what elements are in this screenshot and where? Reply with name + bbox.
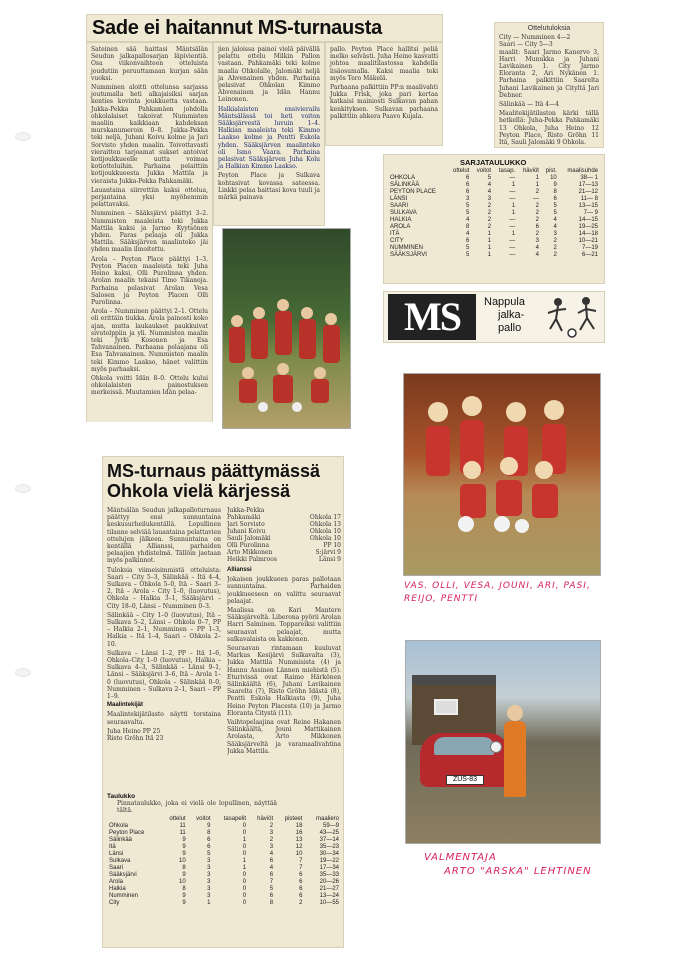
column-header: pist. [545,168,557,174]
stat-cell: 13—24 [319,893,339,900]
stat-cell: 1 [535,182,539,188]
stat-cell: 0 [242,900,247,907]
scorer-name: Arto Mikkonen [227,549,273,556]
stat-cell: 17—13 [578,182,598,188]
stat-cell: 10 [550,175,557,181]
column-header: häviöt [257,816,274,823]
stat-cell: 8 [207,830,211,837]
team-name: NUMMINEN [390,245,423,251]
stat-cell: 6—21 [581,252,598,258]
stat-cell: 2 [553,252,557,258]
players-names-caption: VAS. OLLI, VESA, JOUNI, ARI, PASI, REIJO, PENTTI [404,581,591,604]
stat-cell: 10 [179,858,186,865]
stat-cell: 0 [242,823,247,830]
standings-row [388,203,600,210]
scorer-goals: Ohkola 10 [309,528,341,535]
stat-cell: — [509,189,516,195]
standings-title: SARJATAULUKKO [460,158,527,167]
stat-cell: 13—15 [578,203,598,209]
column-header: ottelut [169,816,186,823]
team-name: CITY [390,238,404,244]
stat-cell: 0 [242,886,247,893]
stat-cell: 8 [466,224,470,230]
scorers-table [227,507,341,563]
column-header: voitot [476,168,492,174]
stat-cell: 6 [299,886,303,893]
stat-cell: 4 [535,252,539,258]
stat-cell: — [509,175,516,181]
table-row [107,865,341,872]
team-name: City [109,900,120,907]
coach-photo [405,640,601,844]
scorer-goals: S:järvi 9 [315,549,341,556]
stat-cell: 59—9 [322,823,339,830]
stat-cell: 4 [535,245,539,251]
scorer-goals: Ohkola 10 [309,535,341,542]
standings-row [388,217,600,224]
team-photo-2-figures [404,374,601,576]
stat-cell: 2 [535,203,539,209]
scorer-row [227,528,341,535]
stat-cell: 2 [535,189,539,195]
scorer-goals: Länsi 9 [318,556,341,563]
stat-cell: — [532,196,539,202]
scorer-name: Pahkamäki [227,514,261,521]
scorer-goals: Ohkola 13 [309,521,341,528]
results-title: Ottelutuloksia [527,25,571,32]
scorer-goals: PP 10 [323,542,341,549]
scorer-name: Jukka-Pekka [227,507,265,514]
standings-row [388,231,600,238]
stat-cell: 4 [553,217,557,223]
table-header-row [107,816,341,823]
stat-cell: 8 [182,886,186,893]
table-row [107,844,341,851]
stat-cell: 3 [466,196,470,202]
article-1-headline: Sade ei haitannut MS-turnausta [92,17,382,39]
scorer-row [227,514,341,521]
stat-cell: 3 [207,893,211,900]
stat-cell: 6 [299,879,303,886]
standings-row [388,175,600,182]
stat-cell: 9 [182,900,186,907]
table-row [107,900,341,907]
stat-cell: 2 [269,837,274,844]
table-intro: Pinnataulukko, joka ei vielä ole lopullinen, näyttää tältä. [117,800,277,815]
stat-cell: 17—34 [319,865,339,872]
stat-cell: 2 [487,224,492,230]
punch-hole [15,668,31,677]
stat-cell: 7 [299,865,303,872]
scorer-row [227,535,341,542]
team-name: SÄÄKSJÄRVI [390,252,427,258]
stat-cell: 0 [242,879,247,886]
stat-cell: 5 [207,851,211,858]
stat-cell: 6 [207,844,211,851]
stat-cell: — [509,252,516,258]
stat-cell: 35—23 [319,844,339,851]
stat-cell: 1 [511,210,516,216]
stat-cell: 6 [535,224,539,230]
team-name: OHKOLA [390,175,416,181]
scorer-name: Olli Purolinna [227,542,270,549]
stat-cell: 13 [295,837,303,844]
stat-cell: 19—22 [319,858,339,865]
stat-cell: 0 [242,830,247,837]
stat-cell: 10 [295,851,303,858]
article-2-column-2: Jukka-Pekka Pahkamäki Ohkola 17 Jari Sorvisto Ohkola 13 Juhani Koivu Ohkola 10 Sauli Jalomäki Ohkola 10 Olli Purolinna PP 10 Arto Mikkonen S:järvi 9 Heikki Palmroos Länsi 9 Allianssi Jokaisen joukkueen paras pallotaan sunnuntaina. Parhaiden joukkueeseen on valittu seuraavat pelaajat. Maalissa on Kari Mantere Sääksjärveltä. Liberona pyörii Arolan Harri Salminen. Toppareiksi valittiin seuraavat pelaajat, mutta sulkavalaista on kakkonen. Seuraavan rintamaan kuuluvat Markus Kesijärvi Sulkavalta (3), Jukka Mattila Nummisista (4) ja Hannu Assinen Lännen miehistä (5). Eturivissä ovat Raimo Härkönen Sälinkäältä (6), Juhani Lavikainen Saarelta (7), Risto Gröhn Idästä (8), Pentti Eskola Halkiasta (9), Juha Heino Peyton Placesta (10) ja Jarmo Eloranta Citystä (11). Vaihtopelaajina ovat Reine Hakanen Sälinkäältä, Jouni Mattikainen Arolasta, Arto Mikkonen Sääksjärveltä ja varamaalivahtina Jukka Mattila. [227,507,341,755]
window [434,699,458,715]
stat-cell: 1 [242,865,247,872]
team-photo-1 [222,228,351,429]
stat-cell: 6 [299,872,303,879]
stat-cell: 8 [269,900,274,907]
stat-cell: — [509,196,516,202]
stat-cell: 3 [207,872,211,879]
table-row [107,837,341,844]
column-header [107,816,160,823]
column-header: häviöt [522,168,539,174]
article-2-headline: MS-turnaus päättymässä Ohkola vielä kärjessä [107,461,321,501]
stat-cell: 5 [269,886,274,893]
stat-cell: 20—26 [319,879,339,886]
scorer-row [227,507,341,514]
column-header: ottelut [452,168,470,174]
logo-letters: MS [388,294,476,340]
stat-cell: 3 [269,830,274,837]
stat-cell: 8 [553,189,557,195]
stat-cell: 4 [487,182,492,188]
stat-cell: 3 [269,844,274,851]
stat-cell: 6 [207,837,211,844]
stat-cell: 2 [487,210,492,216]
table-row [107,823,341,830]
punch-hole [15,132,31,141]
ball [490,741,502,753]
scorer-row [227,542,341,549]
stat-cell: 1 [242,837,247,844]
stat-cell: 3 [207,886,211,893]
stat-cell: 5 [553,210,557,216]
team-name: Ohkola [109,823,129,830]
stat-cell: — [509,224,516,230]
coach-caption-1: VALMENTAJA [424,852,497,863]
stat-cell: 1 [535,175,539,181]
team-name: Peyton Place [109,830,145,837]
stat-cell: 10—21 [578,238,598,244]
table-title: Taulukko [107,793,136,800]
stat-cell: 2 [535,217,539,223]
column-header: maalisuhde [567,168,598,174]
stat-cell: 7— 9 [583,210,598,216]
stat-cell: 16 [295,830,303,837]
table-row [107,851,341,858]
team-name: Sulkava [109,858,131,865]
standings-row [388,245,600,252]
punch-hole [15,484,31,493]
team-name: LÄNSI [390,196,408,202]
standings-row [388,182,600,189]
ms-logo-clipping [383,291,605,343]
stat-cell: 2 [299,900,303,907]
stat-cell: 3 [553,231,557,237]
table-row [107,830,341,837]
stat-cell: 2 [535,210,539,216]
team-name: PEYTON PLACE [390,189,436,195]
scorer-row [227,556,341,563]
stat-cell: 6 [269,872,274,879]
stat-cell: 1 [207,900,211,907]
stat-cell: 8 [182,865,186,872]
stat-cell: 37—14 [319,837,339,844]
stat-cell: 3 [487,196,492,202]
stat-cell: 5 [466,203,470,209]
stat-cell: 2 [487,203,492,209]
results-clipping: Ottelutuloksia City — Numminen 4—2 Saari — City 5—3 maalit: Saari Jarmo Kanervo 3, Harri Munukka ja Juhani Lavikainen 1. City Jarmo Eloranta 2, Ari Nykänen 1. Parhaina palkittiin Saarelta Juhani Lavikainen ja Cityltä Jari Debner. Sälinkää — Itä 4—4 Maalitekijätilaston kärki tällä hetkellä: Juha-Pekka Pahkamäki 13 Ohkola, Juha Heino 12 Peyton Place, Risto Gröhn 11 Itä, Sauli Jalomäki 9 Ohkola. [494,22,604,148]
stat-cell: 7 [299,858,303,865]
stat-cell: 3 [535,238,539,244]
scorer-name: Jari Sorvisto [227,521,265,528]
team-name: SAARI [390,203,409,209]
stat-cell: 1 [487,245,492,251]
team-name: AROLA [390,224,411,230]
scorer-goals: Ohkola 17 [309,514,341,521]
stat-cell: 2 [487,217,492,223]
stat-cell: 1 [487,231,492,237]
team-name: HALKIA [390,217,412,223]
stat-cell: 6 [553,196,557,202]
stat-cell: 9 [182,893,186,900]
stat-cell: 6 [269,858,274,865]
stat-cell: 7 [269,879,274,886]
standings-row [388,252,600,259]
stat-cell: 4 [466,231,470,237]
scorer-goals [297,507,341,514]
team-photo-2 [403,373,601,576]
stat-cell: 4 [553,224,557,230]
team-name: Länsi [109,851,124,858]
coach-caption-2: ARTO "ARSKA" LEHTINEN [444,866,592,877]
stat-cell: 6 [466,238,470,244]
stat-cell: — [509,245,516,251]
stat-cell: 6 [466,189,470,195]
article-1-column-1: Sateinen sää haittasi Mäntsälän Seudun jalkapallosarjan läpivientiä. Osa viikonvaihteen otteluista joudutiin peruuttamaan kurjan sään vuoksi. Numminen aloitti ottelunsa sarjassa joutumalla heti alkajaisiksi sarjan kenties kovinta joukkuetta vastaan. Jukka-Pekka Pahkamäen johdolla ohkolalaiset takoivat Nummisten maaliin kaikkiaan kahdeksan murskanumeroin 0–8. Jukka-Pekka teki neljä, Juhani Koivu kolme ja Jari Sorvisto yhden maalin. Toivottavasti vieraitten tarjoamat sukset antoivat kotijoukkueelle uutta voimaa kotiotteluihin. Parhaina pelaittiin kotijoukkueesta Jukka Mattila ja vieraista Jukka-Pekka Pahkamäki. Lauantaina siirrettiin kaksi ottelua, perjantaina yksi myöhemmin pelattavaksi. Numminen – Sääksjärvi päättyi 3–2. Nummisten maaleista teki Jukka Mattila kaksi ja Jarmo Kyytsönen yhden. Paras pelaaja oli Jukka Mattila. Sääksjärven maalinteko jäi yhden maalin ilmoitettu. Arola – Peyton Place päättyi 1–3. Peyton Placen maaleista teki Juha Heino kaksi, Olli Purolinna yhden. Arolan maalin tekaisi Timo Tikanoja. Parhaina pelasivat Arolan Vesa Salosen ja Peyton Placen Olli Purolinna. Arola – Numminen päättyi 2–1. Ottelu oli erittäin tiukka. Arola painosti koko ajan, mutta laukaukset paukkuivat sivutolppiin ja yli. Nummisten maalin teki Jyrki Kosonen ja Esa Tahvanainen. Parhaana pelaajana oli Esa Tahvanainen. Nummisten maalin teki Kimmo Laakso, hänet valittiin myös parhaaksi. Ohkola voitti Idän 8–0. Ottelu kului ohkolalaisten painostuksen merkeissä. Muutamien Idän pelaa- [86,42,213,422]
team-name: SULKAVA [390,210,417,216]
stat-cell: 10—55 [319,900,339,907]
team-name: Sälinkää [109,837,133,844]
standings-row [388,210,600,217]
column-header: maaliero [315,816,339,823]
stat-cell: 1 [511,182,516,188]
stat-cell: 0 [242,851,247,858]
table-row [107,886,341,893]
stat-cell: 1 [511,203,516,209]
stat-cell: 9 [182,837,186,844]
coach-head [507,705,523,721]
table-row [107,879,341,886]
stat-cell: 3 [207,879,211,886]
table-row [107,872,341,879]
stat-cell: 9 [182,851,186,858]
stat-cell: 30—34 [319,851,339,858]
standings-row [388,238,600,245]
stat-cell: 6 [269,893,274,900]
article-1-column-2: jien jaloissa painoi vielä päivällä pelattu ottelu Milkin Pallon vastaan. Pahkamäki teki kolme maalia Ohkolalle, Jalomäki neljä ja Ahvenainen yhden. Parhaina pelasivat Ohkolan Kimmo Ahvenainen ja Idän Hannu Leinonen. Halkialaisten ensivierailu Mäntsälässä toi heti voiton Sääksjärvestä luvuin 1–4. Halkian maaleista teki Kimmo Laakso kolme ja Pentti Eskola yhden. Sääksjärven maalinteko oli Ismo Vaara. Parhaina pelasivat Sääksjärven Juha Kolu ja Halkian Kimmo Laakso. Peyton Place ja Sulkava kohtasivat kovassa sateessa. Linkki pelaa haittasi kova tuuli ja märkä painava [213,42,325,226]
logo-text: Nappula jalka- pallo [484,296,525,334]
standings-section [107,793,341,907]
scorer-row [227,521,341,528]
standings-row [388,189,600,196]
stat-cell: 5 [553,203,557,209]
stat-cell: 5 [487,175,492,181]
stat-cell: 21—12 [578,189,598,195]
stat-cell: 5 [466,210,470,216]
stat-cell: — [509,238,516,244]
stat-cell: 3 [207,858,211,865]
stat-cell: 6 [466,175,470,181]
stat-cell: 43—25 [319,830,339,837]
stat-cell: 0 [242,893,247,900]
stat-cell: 4 [269,851,274,858]
scorer-row [227,549,341,556]
stat-cell: 5 [466,245,470,251]
scorer-name: Sauli Jalomäki [227,535,271,542]
stat-cell: 11— 8 [580,196,598,202]
standings-row [388,224,600,231]
stat-cell: 2 [553,245,557,251]
column-header [388,168,447,175]
stat-cell: 3 [207,865,211,872]
stat-cell: 2 [535,231,539,237]
column-header: tasap. [498,168,516,174]
team-name: Itä [109,844,116,851]
football-players-icon [544,295,602,341]
stat-cell: 2 [269,823,274,830]
stat-cell: 1 [487,252,492,258]
stat-cell: 9 [182,872,186,879]
team-name: Halkia [109,886,126,893]
stat-cell: 10 [179,879,186,886]
stat-cell: 6 [466,182,470,188]
coach-figure [504,721,526,797]
standings-table [388,168,600,259]
table-row [107,858,341,865]
stat-cell: 9 [553,182,557,188]
stat-cell: 21—27 [319,886,339,893]
stat-cell: 11 [179,830,186,837]
team-photo-1-figures [223,229,351,429]
article-1-column-3: pallo. Peyton Place hallitsi peliä melko selvästi. Juha Heino kasvatti johtoa maalitilastossa kahdella lisäosumalla. Kaksi maalia teki myös Tero Mäkelä. Parhaana palkittiin PP:n maalivahti Jukka Frisk, joka pari kertaa katkaisi mainiosti Sulkavan pahan kenkityksen. Sulkavan parhaana palkittiin ahkera Paavo Kujala. [325,42,443,146]
stat-cell: 0 [242,872,247,879]
column-header: pisteet [284,816,303,823]
standings-row [388,196,600,203]
stat-cell: 5 [466,252,470,258]
scorer-name: Juhani Koivu [227,528,266,535]
final-standings-table [107,816,341,907]
team-name: ITÄ [390,231,400,237]
stat-cell: 2 [553,238,557,244]
stat-cell: 38— 1 [580,175,598,181]
team-name: SÄLINKÄÄ [390,182,420,188]
scorer-name: Heikki Palmroos [227,556,277,563]
stat-cell: 12 [295,844,303,851]
stat-cell: 14—15 [578,217,598,223]
stat-cell: 4 [466,217,470,223]
table-row [107,893,341,900]
stat-cell: 0 [242,844,247,851]
stat-cell: 35—33 [319,872,339,879]
stat-cell: 14—18 [578,231,598,237]
car-windshield [434,737,494,755]
stat-cell: 18 [295,823,303,830]
stat-cell: — [509,217,516,223]
stat-cell: 19—25 [578,224,598,230]
stat-cell: 1 [487,238,492,244]
stat-cell: 9 [182,844,186,851]
team-name: Numminen [109,893,139,900]
stat-cell: 9 [207,823,211,830]
team-name: Arola [109,879,124,886]
stat-cell: 11 [179,823,186,830]
stat-cell: 4 [269,865,274,872]
table-header-row [388,168,600,175]
stat-cell: 4 [487,189,492,195]
column-header: tasapelit [223,816,247,823]
article-clipping-2 [102,456,344,948]
column-header: voitot [196,816,211,823]
stat-cell: 7—19 [581,245,598,251]
stat-cell: 6 [299,893,303,900]
team-name: Sääksjärvi [109,872,137,879]
stat-cell: 1 [511,231,516,237]
standings-clipping [383,154,605,284]
stat-cell: 1 [242,858,247,865]
team-name: Saari [109,865,124,872]
car-plate: ZUS-83 [446,775,484,785]
article-2-column-1: Mäntsälän Seudun jalkapalloturnaus päättyy ensi sunnuntaina keskusurheilukentällä. Lopullinen tilanne selviää lauantaina pelattavien ottelujen jälkeen. Sunnuntaina on kentällä Allianssi, parhaiden pelaajien yhdistelmä. Tällöin jaetaan myös palkinnot. Tuloksia viimeisimmistä otteluista: Saari – City 5–3, Sälinkää – Itä 4–4, Sulkava – Ohkola 5–0, Itä – Saari 3–2, Itä – Arola – City 1–0, (luovutus), Ohkola – Halkia 3–1, Sääksjärvi – City 18–0, Länsi – Numminen 0–3. Sälinkää – City 1–0 (luovutus), Itä – Sulkava 5–2, Länsi – Ohkola 0–7, PP – Halkia 2–1, Numminen – PP 1–3, Halkia – Itä 1–4, Saari – Ohkola 2–10. Sulkava – Länsi 1–2, PP – Itä 1–6, Ohkola–City 1–0 (luovutus), Halkia – Sulkava 4–3, Sälinkää – Länsi 9–1, Länsi – Sääksjärvi 3–6, Itä – Arola 1–0 (luovutus), Ohkola – Sälinkää 0–0, Numminen – Sulkava 2–1, Saari – PP 1–9. Maalintekijät Maalintekijätilasto näytti torstaina seuraavalta. Juha Heino PP 25 Risto Gröhn Itä 23 [107,507,221,743]
